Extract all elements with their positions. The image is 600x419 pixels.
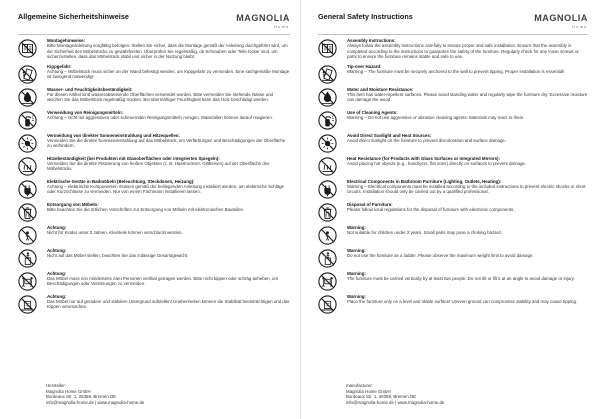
english-page <box>300 0 600 419</box>
instruction-item <box>18 133 290 153</box>
instruction-body <box>47 110 290 121</box>
instruction-body <box>347 64 588 75</box>
tipping-furniture-icon <box>18 64 37 84</box>
instruction-title: Vermeidung von direkter Sonneneinstrahlung und Hitzequellen: <box>47 132 180 138</box>
instruction-item <box>18 225 290 245</box>
heat-source-icon <box>18 156 37 176</box>
instruction-text: Achtung – elektrische Komponenten müssen gemäß der beiliegenden Anleitung installiert werden, um elektrische Schläge oder Kurzschlüsse zu vermeiden. Nur von einem Fachmann installieren lassen. <box>47 183 284 195</box>
instruction-title: Achtung: <box>47 247 67 253</box>
recycling-bin-icon <box>318 202 337 222</box>
instruction-text: Avoid direct sunlight on the furniture to prevent discoloration and surface damage. <box>347 137 507 143</box>
cleaning-spray-icon <box>318 110 337 130</box>
electrical-plug-icon <box>18 179 37 199</box>
company-name: Magnolia Home GmbH <box>346 388 391 394</box>
instruction-item <box>18 179 290 199</box>
manufacturer-info <box>346 383 444 405</box>
instruction-text: Nicht auf das Möbel stellen, beachten Sie das zulässige Gesamtgewicht. <box>47 252 189 258</box>
instruction-text: Do not use the furniture as a ladder. Please observe the maximum weight limit to avoid damage. <box>347 252 534 258</box>
instruction-title: Electrical Components in Bathroom Furniture (Lighting, Outlets, Heating): <box>347 178 502 184</box>
instruction-item <box>318 271 588 291</box>
instruction-title: Warning: <box>347 247 366 253</box>
instruction-item <box>318 64 588 84</box>
two-person-lift-icon <box>318 271 337 291</box>
instruction-title: Assembly Instructions: <box>347 38 396 43</box>
instruction-body <box>347 225 588 236</box>
no-climbing-icon <box>318 248 337 268</box>
instruction-item <box>18 156 290 176</box>
instruction-item <box>18 38 290 60</box>
instruction-text: Warning – The furniture must be securely anchored to the wall to prevent tipping. Proper installation is essential! <box>347 68 565 74</box>
instruction-body <box>347 202 588 213</box>
no-climbing-icon <box>18 248 37 268</box>
header-rule <box>18 34 290 35</box>
instruction-body <box>47 225 290 236</box>
instruction-list <box>318 38 588 317</box>
instruction-body <box>47 87 290 103</box>
instruction-text: Avoid placing hot objects (e.g., hairdryers, flat irons) directly on surfaces to prevent damage. <box>347 160 527 166</box>
instruction-text: Das Möbel muss von mindestens zwei Personen vertikal getragen werden. Bitte nicht kippen oder schräg anheben, um Beschädigungen oder Verletzungen zu vermeiden. <box>47 275 279 287</box>
instruction-body <box>47 38 290 60</box>
recycling-bin-icon <box>18 202 37 222</box>
instruction-item <box>318 179 588 199</box>
instruction-item <box>18 294 290 314</box>
instruction-text: Not suitable for children under 3 years. Small parts may pose a choking hazard. <box>347 229 502 235</box>
instruction-item <box>318 248 588 268</box>
instruction-body <box>347 38 588 60</box>
instruction-text: Please follow local regulations for the disposal of furniture with electronic components. <box>347 206 515 212</box>
water-drop-icon <box>318 87 337 107</box>
instruction-item <box>18 110 290 130</box>
instruction-text: Nicht für Kinder unter 3 Jahren. Kleinteile können verschluckt werden. <box>47 229 183 235</box>
page-header <box>18 9 290 34</box>
instruction-text: Always follow the assembly instructions carefully to ensure proper and safe installation. Ensure that the assembly is completed according to the instructions to guarantee the safety of the furniture. Regularly check for any loose screws or parts to ensure the furniture remains stable and safe to use. <box>347 43 579 60</box>
instruction-item <box>18 271 290 291</box>
instruction-title: Warning: <box>347 224 366 230</box>
instruction-body <box>47 133 290 149</box>
logo-subline: Home <box>572 25 588 29</box>
no-children-icon <box>18 225 37 245</box>
instruction-title: Wasser- und Feuchtigkeitsbeständigkeit: <box>47 86 133 92</box>
instruction-title: Achtung: <box>47 224 67 230</box>
instruction-text: Das Möbel nur auf geradem und stabilem Untergrund aufstellen! Unebenheiten können die Stabilität beeinträchtigen und das Kippen verursachen. <box>47 298 290 310</box>
sun-icon <box>18 133 37 153</box>
logo-wordmark: MAGNOLIA <box>236 13 290 23</box>
instruction-item <box>318 225 588 245</box>
sun-icon <box>318 133 337 153</box>
instruction-title: Warning: <box>347 270 366 276</box>
page-header <box>318 9 588 34</box>
instruction-body <box>347 179 588 195</box>
instruction-item <box>318 110 588 130</box>
instruction-title: Tip-over Hazard: <box>347 63 382 69</box>
instruction-body <box>347 110 588 121</box>
instruction-body <box>47 202 290 213</box>
instructions-book-icon <box>318 38 337 58</box>
instruction-item <box>18 202 290 222</box>
instruction-body <box>347 87 588 103</box>
brand-logo <box>534 9 588 29</box>
company-address: Bordeaux Str. 1, 28359, Bremen DE <box>46 394 117 399</box>
instruction-text: The furniture must be carried vertically by at least two people. Do not tilt or lift it at an angle to avoid damage or injury. <box>347 275 575 281</box>
instruction-body <box>47 294 290 310</box>
logo-wordmark: MAGNOLIA <box>534 13 588 23</box>
instruction-body <box>47 248 290 259</box>
instruction-body <box>47 64 290 80</box>
instruction-item <box>18 87 290 107</box>
water-drop-icon <box>18 87 37 107</box>
instruction-body <box>347 294 588 305</box>
instruction-item <box>18 248 290 268</box>
instruction-item <box>18 64 290 84</box>
instruction-text: Warning – Do not use aggressive or abrasive cleaning agents. Materials may react to them. <box>347 114 525 120</box>
company-contact: info@magnolia-home.de | www.magnolia-home.de <box>346 399 445 405</box>
instruction-title: Avoid Direct Sunlight and Heat Sources: <box>347 132 432 138</box>
brand-logo <box>236 9 290 29</box>
instruction-text: Bitte Montageanleitung sorgfältig befolgen. Stellen Sie sicher, dass die Montage gemäß der Anleitung durchgeführt wird, um die Sicherheit des Möbelstücks zu gewährleisten. Überprüfen Sie regelmäßig, ob Schrauben oder Teile locker sind, um sicherzustellen, dass das Möbelstück stabil und sicher in der Nutzung bleibt. <box>47 43 288 60</box>
page-title: General Safety Instructions <box>318 12 413 21</box>
manufacturer-label: manufacturer: <box>346 383 374 388</box>
no-children-icon <box>318 225 337 245</box>
instruction-title: Verwendung von Reinigungsmitteln: <box>47 109 124 115</box>
instruction-text: Achtung – Möbelstück muss sicher an der Wand befestigt werden, um Kippgefahr zu vermeiden. Eine sachgemäße Montage ist zwingend notwendig! <box>47 68 290 80</box>
instruction-title: Entsorgung von Möbeln: <box>47 201 99 207</box>
level-floor-icon <box>18 294 37 314</box>
manufacturer-info <box>46 383 144 405</box>
cleaning-spray-icon <box>18 110 37 130</box>
header-rule <box>318 34 588 35</box>
tipping-furniture-icon <box>318 64 337 84</box>
logo-subline: Home <box>274 25 290 29</box>
instruction-body <box>347 248 588 259</box>
instruction-body <box>47 156 290 172</box>
instruction-title: Water and Moisture Resistance: <box>347 86 414 92</box>
instruction-title: Achtung: <box>47 270 67 276</box>
instruction-title: Achtung: <box>47 293 67 299</box>
instruction-title: Use of Cleaning Agents: <box>347 109 398 115</box>
instructions-book-icon <box>18 38 37 58</box>
instruction-title: Montagehinweise: <box>47 38 86 43</box>
instruction-title: Disposal of Furniture: <box>347 201 393 207</box>
company-contact: info@magnolia-home.de | www.magnolia-home.de <box>46 399 145 405</box>
company-name: Magnolia Home GmbH <box>46 388 91 394</box>
company-address: Bordeaux Str. 1, 28359, Bremen DE <box>346 394 417 399</box>
instruction-title: Warning: <box>347 293 366 299</box>
instruction-text: Vermeiden Sie die direkte Sonneneinstrahlung auf das Möbelstück, um Verfärbungen und Beschädigungen der Oberfläche zu verhindern. <box>47 137 286 149</box>
instruction-body <box>47 179 290 195</box>
instruction-body <box>347 133 588 144</box>
instruction-item <box>318 133 588 153</box>
two-person-lift-icon <box>18 271 37 291</box>
instruction-title: Kippgefahr: <box>47 63 72 69</box>
electrical-plug-icon <box>318 179 337 199</box>
instruction-body <box>347 271 588 282</box>
instruction-title: Hitzebeständigkeit (bei Produkten mit Glasoberflächen oder integrierten Spiegeln): <box>47 155 220 161</box>
instruction-list <box>18 38 290 317</box>
instruction-body <box>347 156 588 167</box>
heat-source-icon <box>318 156 337 176</box>
instruction-title: Heat Resistance (for Products with Glass Surfaces or Integrated Mirrors): <box>347 155 500 161</box>
instruction-item <box>318 294 588 314</box>
instruction-title: Elektrische Geräte in Badmöbeln (Beleuchtung, Steckdosen, Heizung): <box>47 178 195 184</box>
instruction-item <box>318 156 588 176</box>
instruction-item <box>318 202 588 222</box>
instruction-text: Für diesen Artikel sind wasserabweisende Oberflächen verwendet worden. Bitte vermeiden Sie stehende Nässe und wischen Sie das Möbelstück regelmäßig trocken. Bei übermäßiger Feuchtigkeit kann das Holz beschädigt werden. <box>47 91 273 103</box>
page-title: Allgemeine Sicherheitshinweise <box>18 12 129 21</box>
level-floor-icon <box>318 294 337 314</box>
instruction-item <box>318 38 588 60</box>
instruction-text: Place the furniture only on a level and stable surface! Uneven ground can compromise stability and may cause tipping. <box>347 298 578 304</box>
instruction-text: Vermeiden Sie die direkte Platzierung von heißen Objekten (z. B. Haartrockner, Glätteisen) auf der Oberfläche des Möbelstücks. <box>47 160 270 172</box>
instruction-item <box>318 87 588 107</box>
instruction-text: Achtung – nicht mit aggressiven oder scheuernden Reinigungsmitteln reinigen. Materialien können darauf reagieren. <box>47 114 274 120</box>
instruction-text: Warning – Electrical components must be installed according to the included instructions to prevent electric shocks or short circuits. Installation should only be carried out by a qualified professional. <box>347 183 586 195</box>
instruction-text: Bitte beachten Sie die örtlichen Vorschriften zur Entsorgung von Möbeln mit elektronischen Bauteilen. <box>47 206 245 212</box>
manufacturer-label: Hersteller: <box>46 383 67 388</box>
instruction-body <box>47 271 290 287</box>
instruction-text: This item has water-repellent surfaces. Please avoid standing water and regularly wipe the furniture dry. Excessive moisture can damage the wood. <box>347 91 588 103</box>
